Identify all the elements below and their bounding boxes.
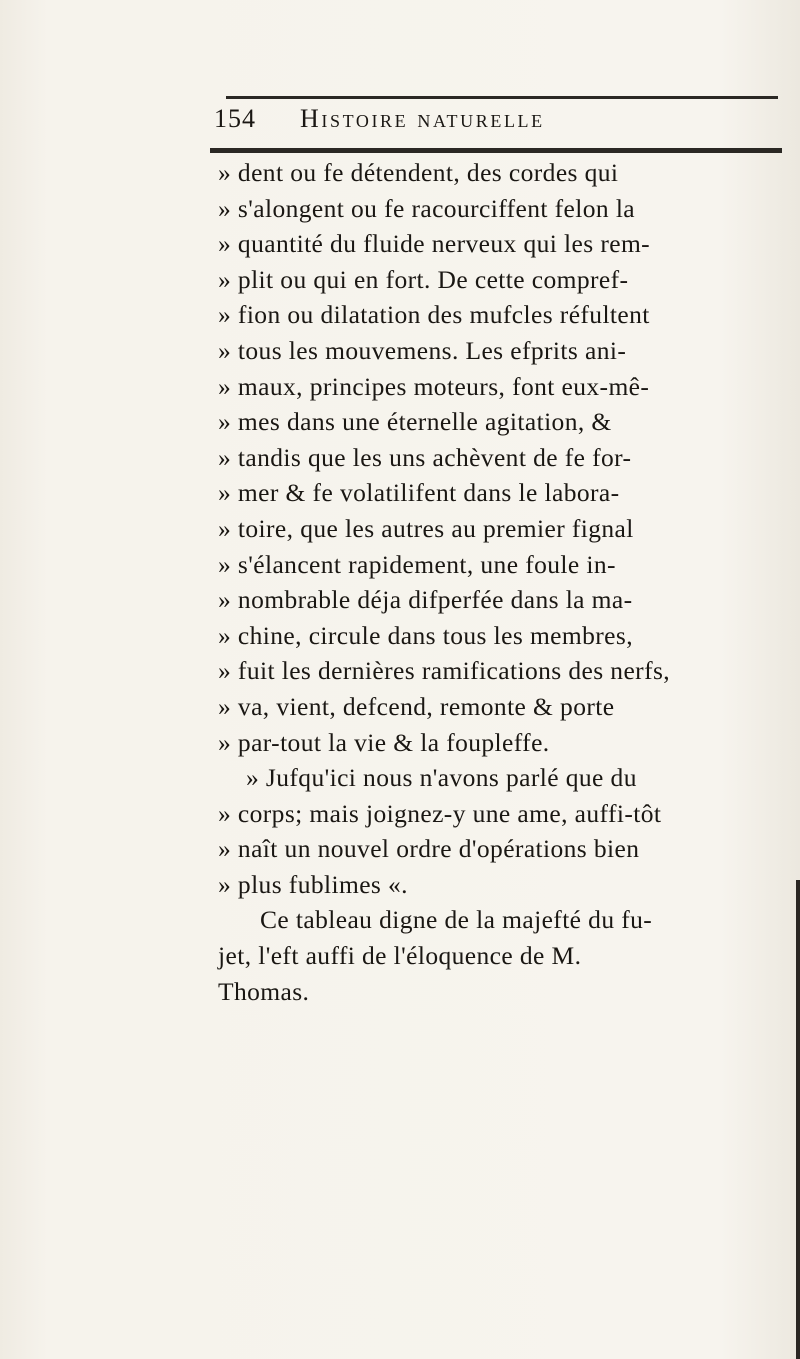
top-border-rule [226, 96, 778, 99]
text-line: » plus fublimes «. [218, 869, 408, 899]
text-line: » mer & fe volatilifent dans le labora- [218, 478, 620, 508]
text-line: Ce tableau digne de la majefté du fu- [260, 905, 653, 935]
page-edge-shadow [796, 880, 800, 1359]
text-line: » toire, que les autres au premier fignal [218, 513, 634, 543]
text-line: » tous les mouvemens. Les efprits ani- [218, 335, 627, 365]
text-line: jet, l'eft auffi de l'éloquence de M. [218, 941, 582, 971]
text-line: » naît un nouvel ordre d'opérations bien [218, 834, 640, 864]
text-line: » dent ou fe détendent, des cordes qui [218, 158, 619, 187]
text-line: » s'élancent rapidement, une foule in- [218, 549, 616, 579]
text-line: » nombrable déja difperfée dans la ma- [218, 585, 633, 615]
text-line: » chine, circule dans tous les membres, [218, 620, 633, 650]
text-line: » corps; mais joignez-y une ame, auffi-tôt [218, 798, 662, 828]
text-line: Thomas. [218, 976, 310, 1006]
header-rule [210, 148, 782, 153]
body-text [218, 155, 780, 1009]
page-number: 154 [214, 104, 256, 133]
text-line: » va, vient, defcend, remonte & porte [218, 691, 615, 721]
text-line: » Jufqu'ici nous n'avons parlé que du [246, 763, 637, 793]
text-line: » par-tout la vie & la foupleffe. [218, 727, 550, 757]
text-line: » s'alongent ou fe racourciffent felon la [218, 193, 636, 223]
text-line: » maux, principes moteurs, font eux-mê- [218, 371, 650, 401]
text-line: » fion ou dilatation des mufcles réfultent [218, 300, 650, 330]
text-line: » plit ou qui en fort. De cette compref- [218, 264, 629, 294]
text-line: » mes dans une éternelle agitation, & [218, 407, 612, 437]
page-header [214, 104, 784, 144]
text-line: » fuit les dernières ramifications des nerfs, [218, 656, 671, 686]
text-line: » quantité du fluide nerveux qui les rem- [218, 229, 651, 259]
text-line: » tandis que les uns achèvent de fe for- [218, 442, 632, 472]
running-head: Histoire naturelle [300, 104, 545, 133]
